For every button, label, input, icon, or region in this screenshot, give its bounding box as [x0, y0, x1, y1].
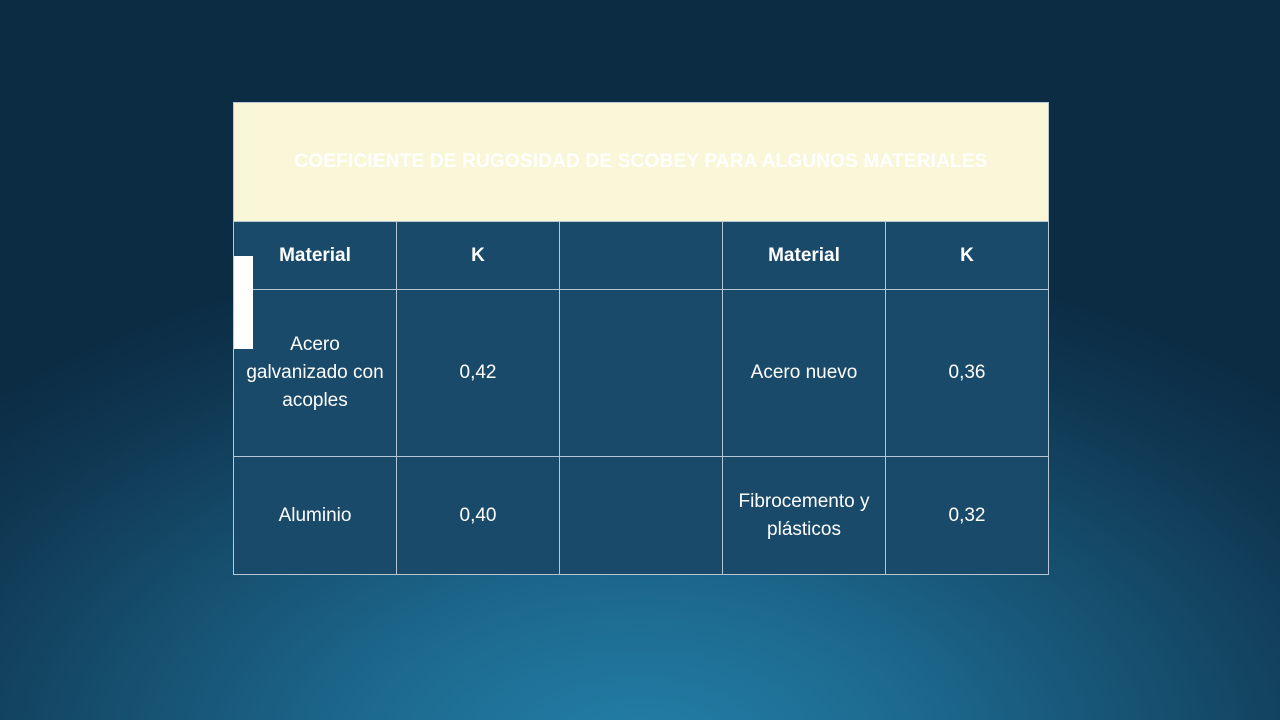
material-cell: Acero nuevo — [723, 290, 886, 457]
table-row — [234, 457, 1049, 575]
empty-cell — [560, 290, 723, 457]
header-k-right: K — [886, 222, 1049, 290]
table-title: COEFICIENTE DE RUGOSIDAD DE SCOBEY PARA ALGUNOS MATERIALES — [234, 103, 1049, 222]
k-value-cell: 0,42 — [397, 290, 560, 457]
k-value-cell: 0,40 — [397, 457, 560, 575]
white-marker-bar — [234, 256, 253, 349]
table-title-row — [234, 103, 1049, 222]
header-empty — [560, 222, 723, 290]
table-header-row — [234, 222, 1049, 290]
header-k-left: K — [397, 222, 560, 290]
k-value-cell: 0,32 — [886, 457, 1049, 575]
k-value-cell: 0,36 — [886, 290, 1049, 457]
empty-cell — [560, 457, 723, 575]
material-cell: Acero galvanizado con acoples — [234, 290, 397, 457]
table-row — [234, 290, 1049, 457]
material-cell: Aluminio — [234, 457, 397, 575]
header-material-right: Material — [723, 222, 886, 290]
header-material-left: Material — [234, 222, 397, 290]
material-cell: Fibrocemento y plásticos — [723, 457, 886, 575]
roughness-table — [233, 102, 1049, 575]
